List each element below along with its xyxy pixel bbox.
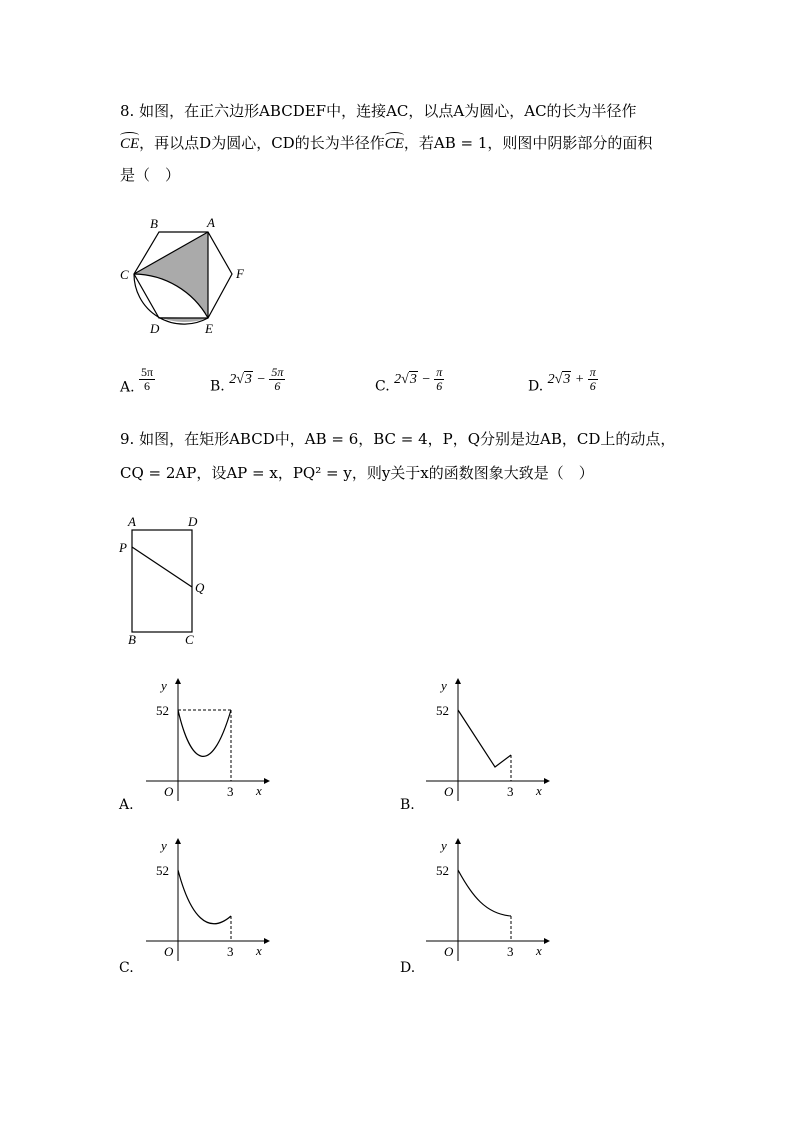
- graph-b-x-tick: 3: [507, 784, 514, 799]
- graph-d-y-axis-label: y: [441, 838, 447, 853]
- rect-label-a: A: [128, 514, 136, 529]
- option-c-expr: 2√3 − $\frac{\pi}{6}$: [394, 365, 443, 393]
- q9-text-line1: 如图，在矩形ABCD中，AB = 6，BC = 4，P，Q分别是边AB，CD上的动点，: [139, 430, 676, 448]
- graph-b: [398, 676, 558, 821]
- graph-a-curve: [178, 710, 231, 756]
- graph-b-origin: O: [444, 784, 454, 799]
- label-a: A: [207, 215, 215, 230]
- q8-option-b[interactable]: [210, 365, 285, 401]
- graph-d-origin: O: [444, 944, 454, 959]
- rect-label-p: P: [119, 540, 127, 555]
- rect-label-d: D: [188, 514, 198, 529]
- graph-d-y-tick: 52: [436, 863, 449, 878]
- q8-line3: [120, 164, 180, 185]
- graph-c-x-tick: 3: [227, 944, 234, 959]
- option-b-expr: 2√3 − $\frac{5\pi}{6}$: [229, 365, 284, 393]
- rect-label-b: B: [128, 632, 136, 647]
- segment-pq: [132, 547, 192, 587]
- graph-a-x-axis-label: x: [256, 783, 262, 798]
- option-a-label: A.: [120, 379, 135, 396]
- rectangle-figure: [115, 512, 215, 647]
- label-f: F: [236, 266, 244, 281]
- option-b-label: B.: [210, 378, 225, 395]
- graph-a-origin: O: [164, 784, 174, 799]
- q9-line2: [120, 462, 594, 483]
- graph-a-option-label[interactable]: A.: [119, 797, 134, 813]
- graph-d-curve: [458, 870, 511, 916]
- graph-c-y-axis-label: y: [161, 838, 167, 853]
- q8-line2: [120, 132, 652, 153]
- q8-text-line2-tail: ，若AB = 1，则图中阴影部分的面积: [403, 134, 653, 152]
- q8-text-line2: ，再以点D为圆心，CD的长为半径作: [139, 134, 385, 152]
- graph-c-option-label[interactable]: C.: [119, 960, 134, 976]
- option-d-expr: 2√3 + $\frac{\pi}{6}$: [547, 365, 596, 393]
- label-d: D: [150, 321, 160, 336]
- q8-line1: [120, 100, 637, 121]
- graph-d-option-label[interactable]: D.: [400, 960, 416, 976]
- graph-c-y-tick: 52: [156, 863, 169, 878]
- graph-a-x-tick: 3: [227, 784, 234, 799]
- graph-b-option-label[interactable]: B.: [400, 797, 415, 813]
- option-a-frac: $\frac{5\pi}{6}$: [141, 365, 154, 393]
- graph-c: [118, 836, 278, 981]
- graph-b-curve: [458, 710, 511, 767]
- option-c-label: C.: [375, 378, 390, 395]
- q8-text-line1: 如图，在正六边形ABCDEF中，连接AC，以点A为圆心，AC的长为半径作: [139, 102, 637, 120]
- graph-c-x-axis-label: x: [256, 943, 262, 958]
- graph-b-x-axis-label: x: [536, 783, 542, 798]
- q9-line1: [120, 428, 675, 449]
- label-c: C: [120, 267, 129, 282]
- option-d-label: D.: [528, 378, 544, 395]
- graph-d-x-tick: 3: [507, 944, 514, 959]
- q8-option-a[interactable]: [120, 365, 155, 401]
- hexagon-figure: [110, 210, 260, 340]
- label-b: B: [150, 216, 158, 231]
- q8-text-line3: 是（ ）: [120, 166, 181, 184]
- rect-label-c: C: [185, 632, 194, 647]
- graph-b-y-axis-label: y: [441, 678, 447, 693]
- q8-option-d[interactable]: [528, 365, 598, 401]
- q9-number: 9.: [120, 430, 135, 448]
- q8-number: 8.: [120, 102, 135, 120]
- graph-a: [118, 676, 278, 821]
- graph-a-y-tick: 52: [156, 703, 169, 718]
- q9-text-line2: CQ = 2AP，设AP = x，PQ² = y，则y关于x的函数图象大致是（ ）: [120, 464, 594, 482]
- q8-arc-ce-1: CE: [120, 136, 140, 152]
- graph-a-y-axis-label: y: [161, 678, 167, 693]
- rect-label-q: Q: [195, 580, 205, 595]
- q8-arc-ce-2: CE: [384, 136, 404, 152]
- q8-option-c[interactable]: [375, 365, 444, 401]
- graph-c-origin: O: [164, 944, 174, 959]
- graph-d-x-axis-label: x: [536, 943, 542, 958]
- graph-b-y-tick: 52: [436, 703, 449, 718]
- label-e: E: [205, 321, 213, 336]
- graph-d: [398, 836, 558, 981]
- graph-c-curve: [178, 870, 231, 924]
